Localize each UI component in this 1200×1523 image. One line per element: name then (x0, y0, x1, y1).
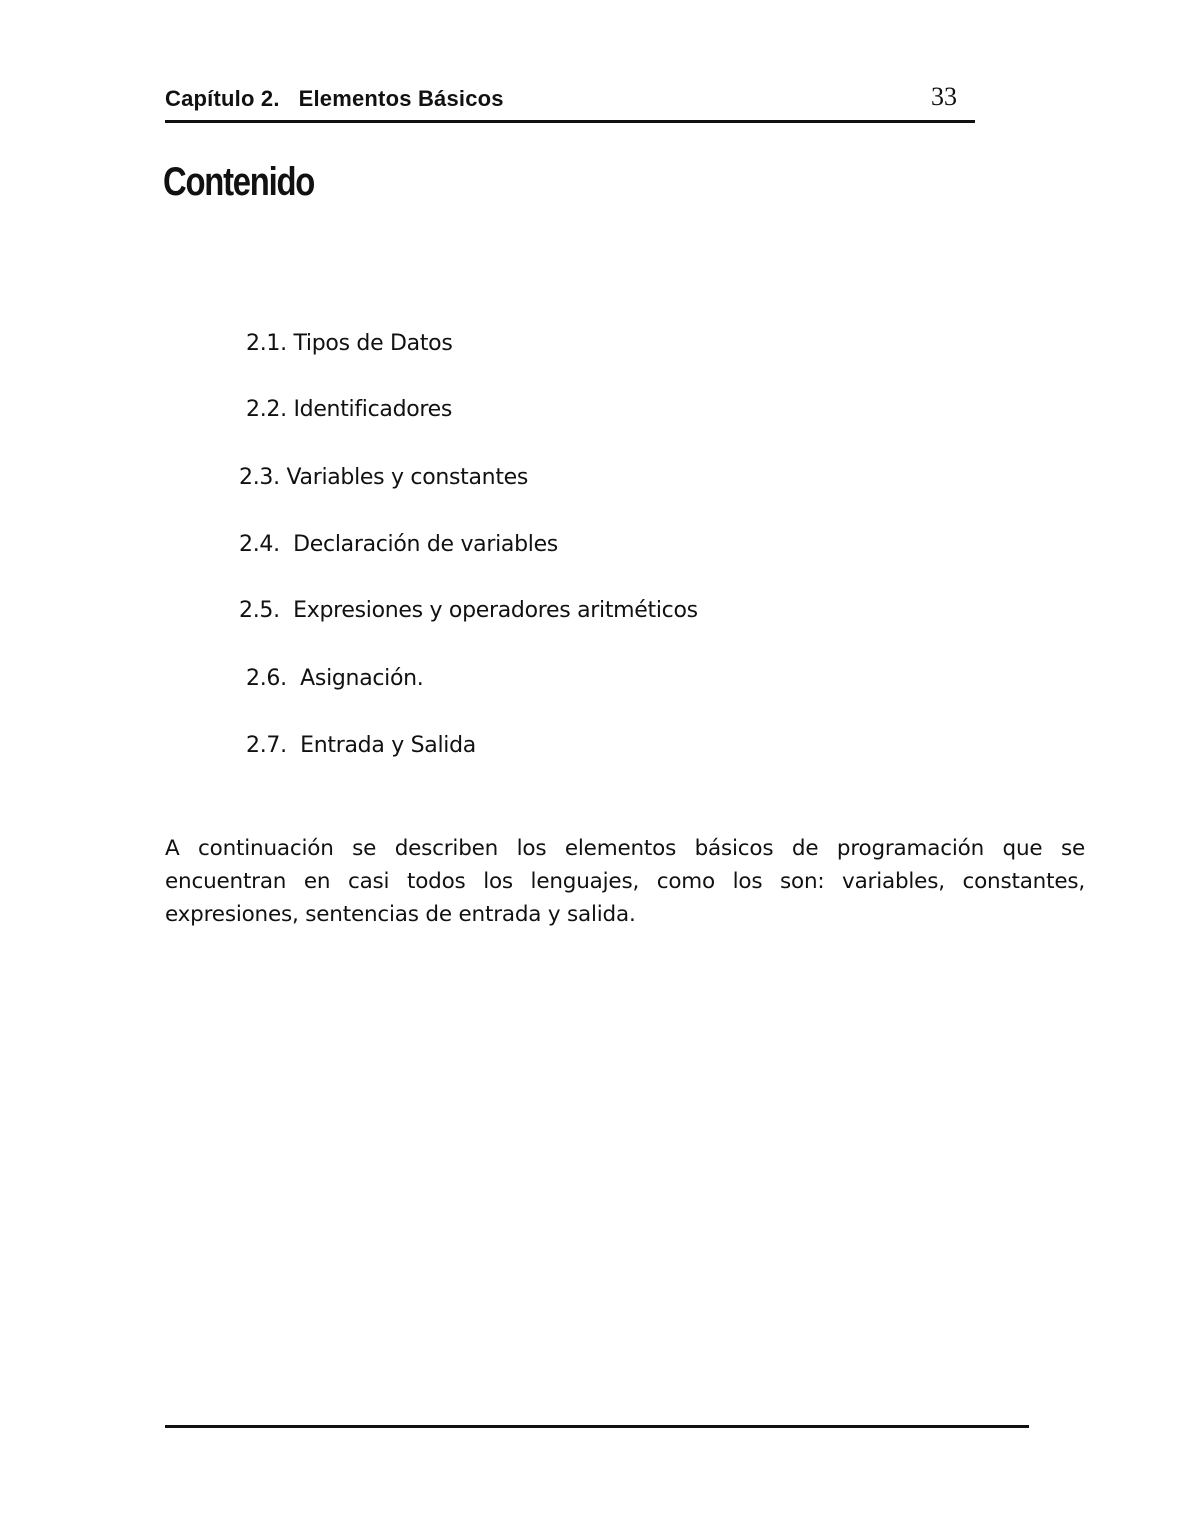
footer-divider (165, 1425, 1029, 1428)
page-header (165, 82, 975, 124)
intro-paragraph: A continuación se describen los elementos básicos de programación que se encuentran en casi todos los lenguajes, como los son: variables, constantes, expresiones, sentencias de entrada y salida. (165, 836, 1085, 927)
page-number: 33 (931, 82, 957, 111)
toc-item-2-1: 2.1. Tipos de Datos (246, 331, 453, 356)
toc-item-2-4: 2.4. Declaración de variables (239, 532, 558, 557)
toc-item-2-2: 2.2. Identificadores (246, 397, 453, 422)
toc-item-2-5: 2.5. Expresiones y operadores aritméticos (239, 598, 698, 623)
toc-item-2-3: 2.3. Variables y constantes (239, 465, 529, 490)
section-title: Contenido (163, 160, 315, 204)
toc-item-2-7: 2.7. Entrada y Salida (246, 733, 476, 758)
chapter-heading: Capítulo 2. Elementos Básicos (165, 86, 504, 111)
header-divider (165, 120, 975, 123)
toc-item-2-6: 2.6. Asignación. (246, 666, 424, 691)
